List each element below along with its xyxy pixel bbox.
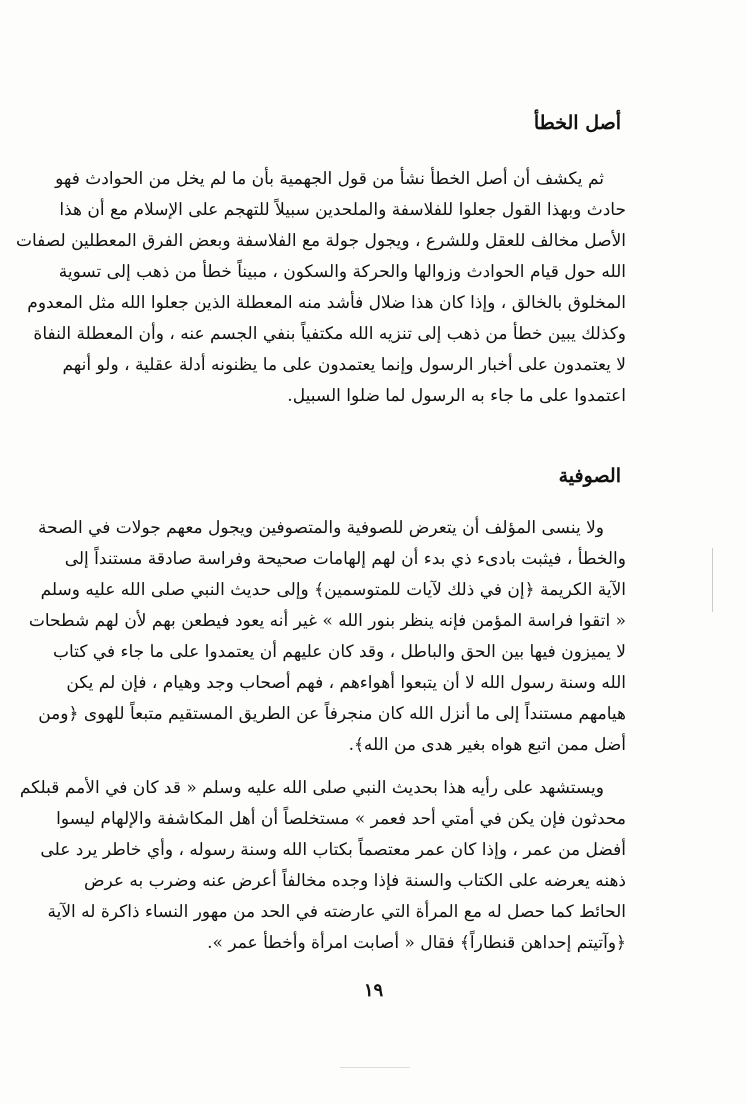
section-heading: الصوفية [558,465,621,487]
text-line: أضل ممن اتبع هواه بغير هدى من الله﴾. [348,735,626,755]
text-line: الله حول قيام الحوادث وزوالها والحركة والسكون ، مبيناً خطأ من ذهب إلى تسوية [58,262,626,282]
text-line: وكذلك يبين خطأ من ذهب إلى تنزيه الله مكتفياً بنفي الجسم عنه ، وأن المعطلة النفاة [33,324,626,344]
text-line: والخطأ ، فيثبت بادىء ذي بدء أن لهم إلهامات صحيحة وفراسة صادقة مستنداً إلى [64,549,626,569]
text-line: حادث وبهذا القول جعلوا للفلاسفة والملحدين سبيلاً للتهجم على الإسلام مع أن هذا [59,200,626,220]
text-line: ﴿وآتيتم إحداهن قنطاراً﴾ فقال « أصابت امرأة وأخطأ عمر ». [207,933,626,953]
text-line: محدثون فإن يكن في أمتي أحد فعمر » مستخلصاً أن أهل المكاشفة والإلهام ليسوا [56,809,626,829]
text-line: الآية الكريمة ﴿إن في ذلك لآيات للمتوسمين﴾ وإلى حديث النبي صلى الله عليه وسلم [40,580,626,600]
text-line: أفضل من عمر ، وإذا كان عمر معتصماً بكتاب الله وسنة رسوله ، وأي خاطر يرد على [40,840,626,860]
text-line: ويستشهد على رأيه هذا بحديث النبي صلى الله عليه وسلم « قد كان في الأمم قبلكم [19,778,604,798]
text-line: هيامهم مستنداً إلى ما أنزل الله كان منجرفاً عن الطريق المستقيم متبعاً للهوى ﴿ومن [38,704,626,724]
section-heading: أصل الخطأ [533,112,621,134]
text-line: الله وسنة رسول الله لا أن يتبعوا أهواءهم ، فهم أصحاب وجد وهيام ، فإن لم يكن [66,673,626,693]
text-line: ولا ينسى المؤلف أن يتعرض للصوفية والمتصوفين ويجول معهم جولات في الصحة [37,518,604,538]
text-line: اعتمدوا على ما جاء به الرسول لما ضلوا السبيل. [287,386,626,406]
text-line: المخلوق بالخالق ، وإذا كان هذا ضلال فأشد منه المعطلة الذين جعلوا الله مثل المعدوم [27,293,626,313]
text-line: الحائط كما حصل له مع المرأة التي عارضته في الحد من مهور النساء ذاكرة له الآية [47,902,626,922]
text-line: ذهنه يعرضه على الكتاب والسنة فإذا وجده مخالفاً أعرض عنه وضرب به عرض [83,871,626,891]
paragraph [19,773,626,959]
text-line: « اتقوا فراسة المؤمن فإنه ينظر بنور الله » غير أنه يعود فيطعن بهم لأن لهم شطحات [28,611,626,631]
text-line: لا يميزون فيها بين الحق والباطل ، وقد كان عليهم أن يعتمدوا على ما جاء في كتاب [53,642,626,662]
scan-speck [712,548,713,612]
text-line: ثم يكشف أن أصل الخطأ نشأ من قول الجهمية بأن ما لم يخل من الحوادث فهو [55,169,604,189]
paragraph [28,513,626,761]
text-line: الأصل مخالف للعقل وللشرع ، ويجول جولة مع الفلاسفة وبعض الفرق المعطلين لصفات [16,231,626,251]
scan-speck [340,1067,410,1068]
page-number: ١٩ [363,980,384,1001]
text-line: لا يعتمدون على أخبار الرسول وإنما يعتمدون على ما يظنونه أدلة عقلية ، ولو أنهم [62,355,626,375]
paragraph [16,164,626,412]
